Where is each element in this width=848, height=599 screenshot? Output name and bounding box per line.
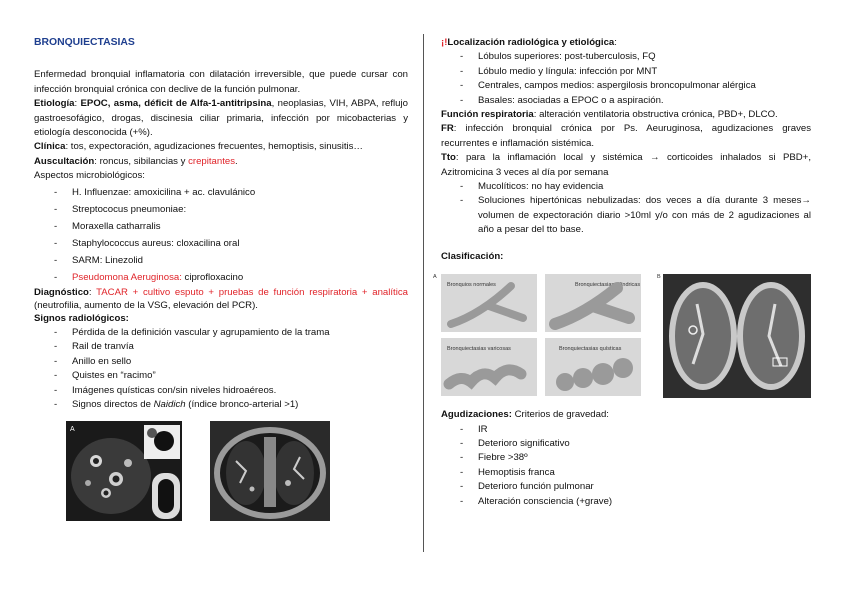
- list-item: - Lóbulo medio y língula: infección por MNT: [441, 65, 811, 79]
- list-item: - Pérdida de la definición vascular y agrupamiento de la trama: [34, 326, 408, 340]
- clinica-text: : tos, expectoración, agudizaciones frecuentes, hemoptisis, sinusitis…: [65, 141, 364, 153]
- loc-list: [441, 50, 811, 108]
- auscultacion-red: crepitantes: [188, 155, 236, 167]
- agud-paragraph: Agudizaciones: Criterios de gravedad:: [441, 409, 609, 421]
- list-item: - Rail de tranvía: [34, 340, 408, 354]
- classification-figures: [433, 270, 811, 400]
- loc-heading-line: ¡!Localización radiológica y etiológica:: [441, 37, 617, 48]
- diagnostico-red: TACAR + cultivo esputo + pruebas de función respiratoria + analítica: [96, 286, 408, 298]
- micro-list: [34, 184, 408, 286]
- etiologia-bold: EPOC, asma, déficit de Alfa-1-antitripsina: [80, 98, 272, 110]
- list-item: - Quistes en “racimo”: [34, 369, 408, 383]
- signos-list: [34, 326, 408, 412]
- panel-varicosas: Bronquiectasias varicosas: [441, 338, 537, 396]
- clinica-paragraph: [34, 140, 408, 154]
- ct-classification-image: [657, 270, 811, 398]
- right-column: [433, 36, 811, 509]
- tto-paragraph: Tto: para la inflamación local y sistémica → corticoides inhalados si PBD+, Azitromicina 3 veces al día por semana: [441, 152, 811, 178]
- loc-heading: Localización radiológica y etiológica: [447, 37, 615, 48]
- list-item: - Moraxella catharralis: [34, 218, 408, 235]
- list-item: - Anillo en sello: [34, 355, 408, 369]
- ct-figures: [66, 421, 408, 521]
- list-item: - IR: [441, 423, 811, 437]
- list-item: - H. Influenzae: amoxicilina + ac. clavulánico: [34, 184, 408, 201]
- list-item: - Fiebre >38º: [441, 451, 811, 465]
- list-item: - Imágenes quísticas con/sin niveles hidroaéreos.: [34, 384, 408, 398]
- clasificacion-heading: Clasificación:: [441, 250, 504, 262]
- list-item: - Soluciones hipertónicas nebulizadas: dos veces a día durante 3 meses→ volumen de expectoración diario >10ml y/o con más de 2 agudizaciones al año a pesar del tto base.: [441, 194, 811, 237]
- ct-image-a: [66, 421, 182, 521]
- panel-normal: Bronquios normales: [441, 274, 537, 332]
- diagnostico-paragraph: Diagnóstico: TACAR + cultivo esputo + pruebas de función respiratoria + analítica (neutrofilia, aumento de la VSG, elevación del PCR).: [34, 286, 408, 311]
- list-item: - SARM: Linezolid: [34, 252, 408, 269]
- intro-paragraph: Enfermedad bronquial inflamatoria con dilatación irreversible, que puede cursar con infección bronquial crónica con declive de la función pulmonar.: [34, 69, 408, 95]
- list-item: - Pseudomona Aeruginosa: ciprofloxacino: [34, 269, 408, 286]
- list-item: - Staphylococcus aureus: cloxacilina oral: [34, 235, 408, 252]
- ct-chest-illustration: [210, 421, 330, 521]
- fig-b-label: B: [657, 274, 661, 281]
- ct-zoom-illustration: [66, 421, 182, 521]
- list-item: - Lóbulos superiores: post-tuberculosis, FQ: [441, 50, 811, 64]
- page-title: BRONQUIECTASIAS: [34, 37, 135, 48]
- auscultacion-label: Auscultación: [34, 155, 95, 167]
- etiologia-rest: , neoplasias, VIH, ABPA, reflujo gastroesofágico, drogas, discinesia ciliar primaria, infección por micobacterias y etiología desconocida (+%).: [34, 98, 408, 139]
- list-item: - Basales: asociadas a EPOC o a aspiración.: [441, 94, 811, 108]
- diagnostico-label: Diagnóstico: [34, 286, 89, 298]
- list-item: - Alteración consciencia (+grave): [441, 495, 811, 509]
- list-item: - Mucolíticos: no hay evidencia: [441, 180, 811, 194]
- micro-heading: Aspectos microbiológicos:: [34, 170, 145, 182]
- tto-list: [441, 180, 811, 238]
- signos-heading: Signos radiológicos:: [34, 312, 129, 324]
- list-item: - Centrales, campos medios: aspergilosis broncopulmonar alérgica: [441, 79, 811, 93]
- fig-a-label: A: [433, 274, 437, 281]
- funcion-paragraph: Función respiratoria: alteración ventilatoria obstructiva crónica, PBD+, DLCO.: [441, 109, 778, 121]
- fig-a-label: A: [70, 425, 75, 433]
- etiologia-paragraph: Etiología: EPOC, asma, déficit de Alfa-1-antitripsina, neoplasias, VIH, ABPA, reflujo gastroesofágico, drogas, discinesia ciliar primaria, infección por micobacterias y etiología desconocida (+%).: [34, 98, 408, 139]
- auscultacion-text: : roncus, sibilancias y: [94, 155, 189, 167]
- list-item: - Deterioro función pulmonar: [441, 480, 811, 494]
- panel-quisticas: Bronquiectasias quísticas: [545, 338, 641, 396]
- agud-list: [441, 423, 811, 509]
- left-column: [34, 36, 408, 521]
- list-item: - Hemoptisis franca: [441, 466, 811, 480]
- list-item: - Streptococus pneumoniae:: [34, 201, 408, 218]
- auscultacion-paragraph: Auscultación: roncus, sibilancias y crepitantes.: [34, 155, 238, 167]
- ct-image-b: [210, 421, 330, 521]
- diagnostico-rest: (neutrofilia, aumento de la VSG, elevación del PCR).: [34, 299, 258, 311]
- list-item: - Signos directos de Naidich (índice bronco-arterial >1): [34, 398, 408, 412]
- classification-diagram: [433, 270, 653, 400]
- etiologia-label: Etiología: [34, 98, 75, 110]
- panel-cilindricas: Bronquiectasias cilíndricas: [545, 274, 641, 332]
- fr-paragraph: FR: infección bronquial crónica por Ps. Aeuruginosa, agudizaciones graves recurrentes e inflamación sistémica.: [441, 123, 811, 149]
- clinica-label: Clínica: [34, 141, 66, 153]
- list-item: - Deterioro significativo: [441, 437, 811, 451]
- column-divider: [423, 34, 424, 552]
